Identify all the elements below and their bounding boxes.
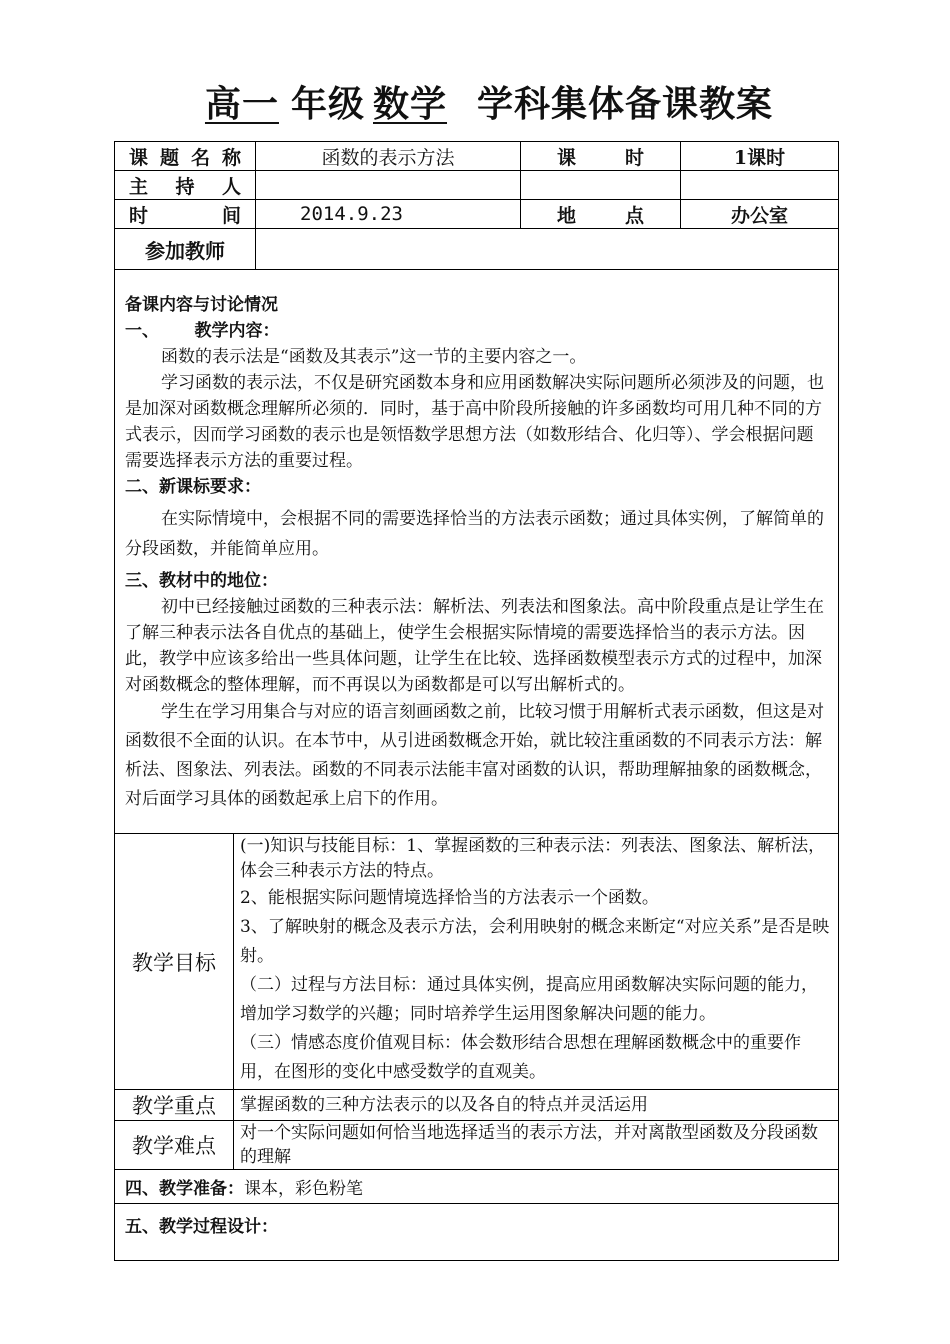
host-blank-2 bbox=[681, 171, 839, 200]
period-value: 1课时 bbox=[681, 142, 839, 171]
goal-3: 3、了解映射的概念及表示方法，会利用映射的概念来断定“对应关系”是否是映射。 bbox=[240, 917, 830, 966]
row-content bbox=[115, 270, 839, 834]
section-2-title: 二、新课标要求： bbox=[125, 477, 261, 497]
process-label: 五、教学过程设计： bbox=[125, 1217, 278, 1237]
section-1-para-2: 学习函数的表示法，不仅是研究函数本身和应用函数解决实际问题所必须涉及的问题，也是加深对函数概念理解所必须的．同时，基于高中阶段所接触的许多函数均可用几种不同的方式表示，因而学习函数的表示也是领悟数学思想方法（如数形结合、化归等）、学会根据问题需要选择表示方法的重要过程。 bbox=[125, 373, 824, 471]
difficulties-label: 教学难点 bbox=[115, 1121, 234, 1170]
row-goals bbox=[115, 834, 839, 1090]
goal-2: 2、能根据实际问题情境选择恰当的方法表示一个函数。 bbox=[240, 888, 659, 908]
row-host bbox=[115, 171, 839, 200]
document-title bbox=[0, 76, 950, 127]
host-blank-1 bbox=[521, 171, 681, 200]
host-label: 主 持 人 bbox=[115, 171, 256, 200]
topic-label: 课 题 名 称 bbox=[115, 142, 256, 171]
discussion-content bbox=[115, 270, 839, 834]
teachers-label: 参加教师 bbox=[115, 229, 256, 270]
teachers-value bbox=[256, 229, 839, 270]
goals-content bbox=[234, 834, 839, 1090]
row-key-points bbox=[115, 1090, 839, 1121]
section-1-title: 一、 教学内容： bbox=[125, 321, 280, 341]
row-preparation bbox=[115, 1170, 839, 1204]
time-value: 2014.9.23 bbox=[256, 200, 521, 229]
section-2-para-1: 在实际情境中，会根据不同的需要选择恰当的方法表示函数；通过具体实例，了解简单的分段函数，并能简单应用。 bbox=[125, 509, 824, 559]
preparation-cell bbox=[115, 1170, 839, 1204]
goal-4: （二）过程与方法目标：通过具体实例，提高应用函数解决实际问题的能力，增加学习数学的兴趣；同时培养学生运用图象解决问题的能力。 bbox=[240, 975, 818, 1024]
process-cell bbox=[115, 1204, 839, 1261]
section-3-para-1: 初中已经接触过函数的三种表示法：解析法、列表法和图象法。高中阶段重点是让学生在了解三种表示法各自优点的基础上，使学生会根据实际情境的需要选择恰当的表示方法。因此，教学中应该多给出一些具体问题，让学生在比较、选择函数模型表示方式的过程中，加深对函数概念的整体理解，而不再误以为函数都是可以写出解析式的。 bbox=[125, 597, 824, 695]
preparation-value: 课本，彩色粉笔 bbox=[244, 1179, 363, 1199]
topic-value: 函数的表示方法 bbox=[256, 142, 521, 171]
goal-5: （三）情感态度价值观目标：体会数形结合思想在理解函数概念中的重要作用，在图形的变化中感受数学的直观美。 bbox=[240, 1033, 801, 1082]
section-3-title: 三、教材中的地位： bbox=[125, 571, 278, 591]
goals-label: 教学目标 bbox=[115, 834, 234, 1090]
content-heading: 备课内容与讨论情况 bbox=[125, 295, 278, 315]
time-label: 时 间 bbox=[115, 200, 256, 229]
place-value: 办公室 bbox=[681, 200, 839, 229]
title-grade: 高一 bbox=[204, 84, 279, 125]
goal-1: (一)知识与技能目标：1、掌握函数的三种表示法：列表法、图象法、解析法，体会三种表示方法的特点。 bbox=[240, 836, 826, 881]
row-topic bbox=[115, 142, 839, 171]
title-suffix: 学科集体备课教案 bbox=[477, 84, 774, 125]
row-process bbox=[115, 1204, 839, 1261]
row-teachers bbox=[115, 229, 839, 270]
host-value bbox=[256, 171, 521, 200]
row-difficulties bbox=[115, 1121, 839, 1170]
section-3-para-2: 学生在学习用集合与对应的语言刻画函数之前，比较习惯于用解析式表示函数，但这是对函数很不全面的认识。在本节中，从引进函数概念开始，就比较注重函数的不同表示方法：解析法、图象法、列表法。函数的不同表示法能丰富对函数的认识，帮助理解抽象的函数概念，对后面学习具体的函数起承上启下的作用。 bbox=[125, 702, 824, 809]
key-points-label: 教学重点 bbox=[115, 1090, 234, 1121]
preparation-label: 四、教学准备： bbox=[125, 1179, 244, 1199]
row-time bbox=[115, 200, 839, 229]
place-label: 地 点 bbox=[521, 200, 681, 229]
title-subject: 数学 bbox=[373, 84, 448, 125]
section-1-para-1: 函数的表示法是“函数及其表示”这一节的主要内容之一。 bbox=[161, 347, 587, 367]
lesson-plan-table bbox=[114, 141, 839, 1261]
difficulties-value: 对一个实际问题如何恰当地选择适当的表示方法，并对离散型函数及分段函数的理解 bbox=[234, 1121, 839, 1170]
period-label: 课 时 bbox=[521, 142, 681, 171]
title-grade-suffix: 年级 bbox=[290, 84, 365, 125]
key-points-value: 掌握函数的三种方法表示的以及各自的特点并灵活运用 bbox=[234, 1090, 839, 1121]
